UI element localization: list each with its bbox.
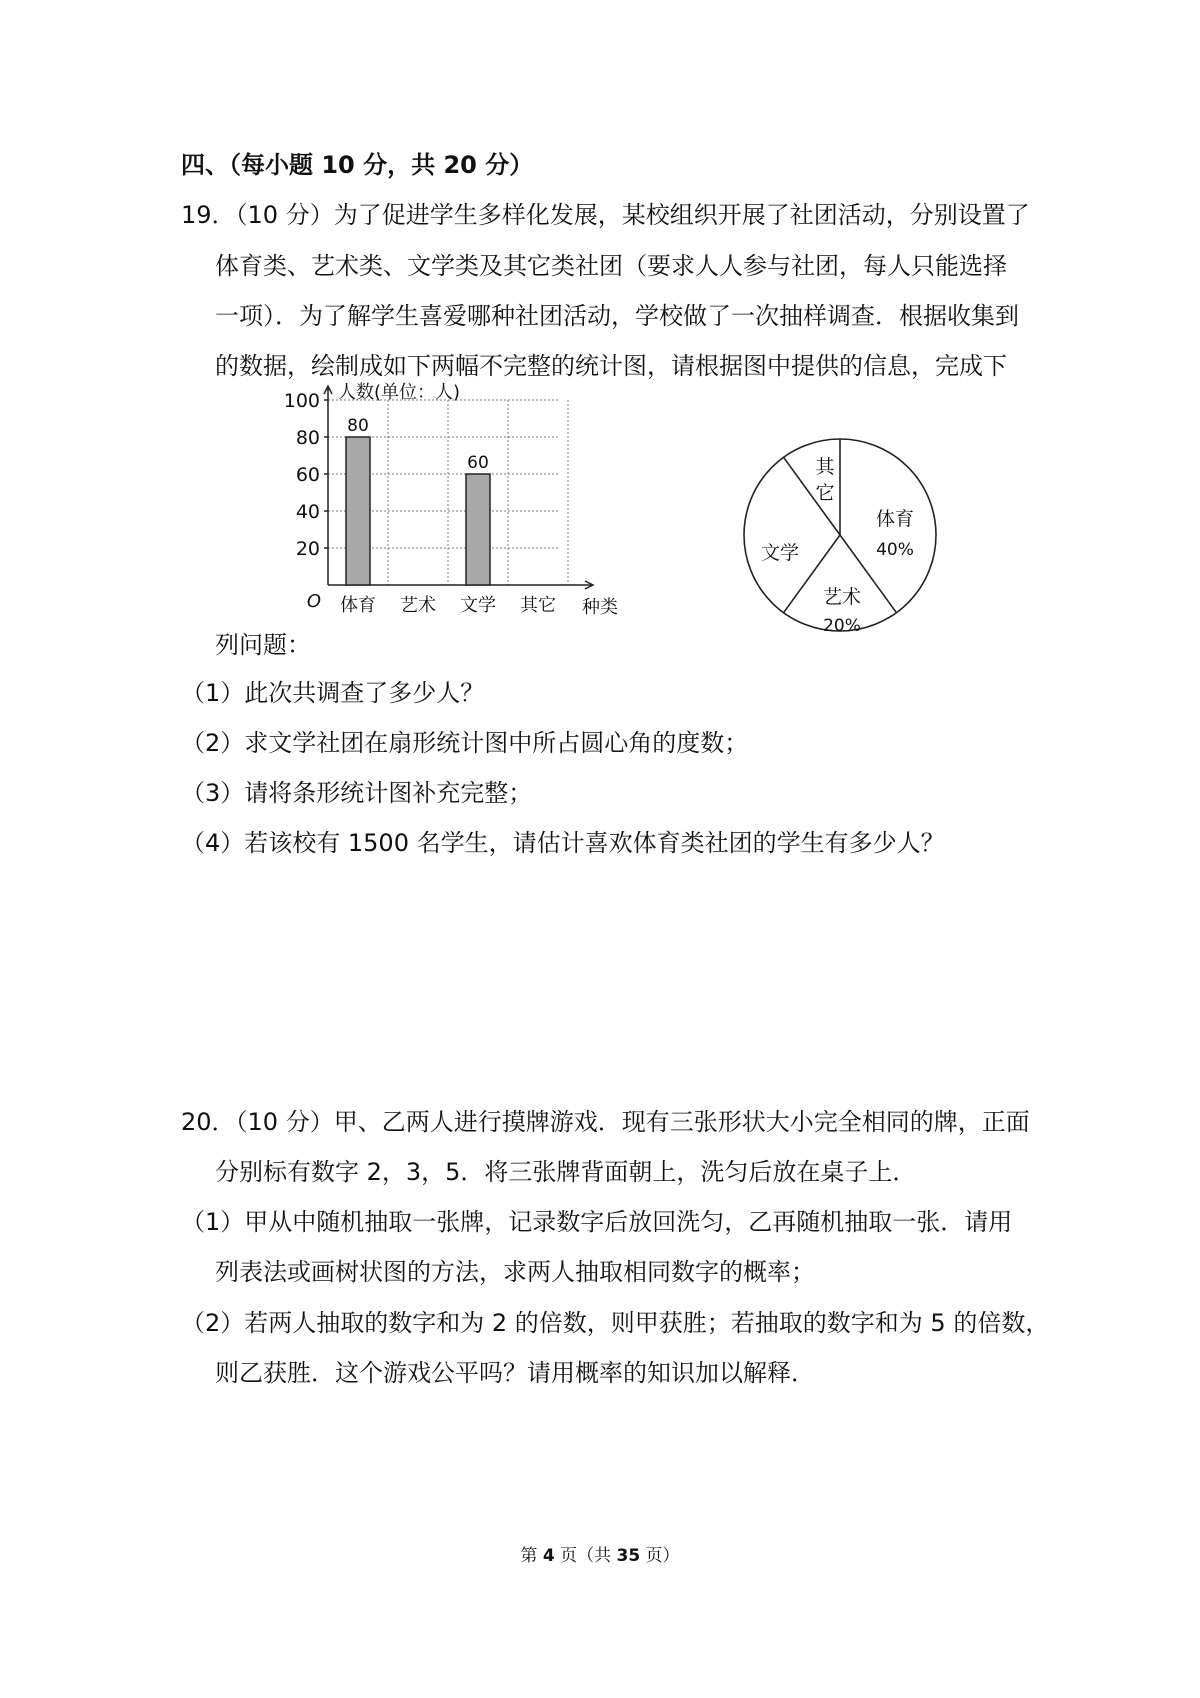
footer-prefix: 第 xyxy=(520,1546,543,1566)
origin-label: O xyxy=(306,591,322,612)
pie-percent-label: 40% xyxy=(876,540,914,560)
pie-chart xyxy=(730,425,950,645)
pie-label: 文学 xyxy=(760,542,800,564)
pie-label: 体育 xyxy=(875,508,915,530)
pie-label: 其 xyxy=(815,456,835,478)
q19-sub: （2）求文学社团在扇形统计图中所占圆心角的度数； xyxy=(181,729,749,757)
q19-line: 列问题： xyxy=(215,631,311,659)
q19-sub: （3）请将条形统计图补充完整； xyxy=(181,779,533,807)
footer-middle: 页（共 xyxy=(554,1546,617,1566)
x-axis-title: 种类 xyxy=(582,597,618,618)
bar xyxy=(466,474,490,585)
page-number: 4 xyxy=(542,1546,555,1566)
pie-percent-label: 20% xyxy=(823,616,861,636)
y-axis-title: 人数(单位：人) xyxy=(338,381,461,403)
bar-chart xyxy=(283,381,690,665)
footer-suffix: 页） xyxy=(640,1546,680,1566)
q19-line: 一项）．为了解学生喜爱哪种社团活动，学校做了一次抽样调查．根据收集到 xyxy=(215,302,1019,330)
q20-sub: 列表法或画树状图的方法，求两人抽取相同数字的概率； xyxy=(215,1258,815,1286)
q20-sub: （1）甲从中随机抽取一张牌，记录数字后放回洗匀，乙再随机抽取一张．请用 xyxy=(181,1208,1013,1236)
pie-label: 它 xyxy=(815,482,835,504)
y-tick-label: 60 xyxy=(295,464,320,486)
page-total: 35 xyxy=(616,1546,641,1566)
x-tick-label: 艺术 xyxy=(400,595,436,616)
y-tick-label: 20 xyxy=(295,538,320,560)
q20-line: 20．（10 分）甲、乙两人进行摸牌游戏．现有三张形状大小完全相同的牌，正面 xyxy=(181,1108,1030,1136)
section-heading: 四、（每小题 10 分，共 20 分） xyxy=(181,151,534,179)
q19-sub: （1）此次共调查了多少人？ xyxy=(181,679,485,707)
q19-line: 19．（10 分）为了促进学生多样化发展，某校组织开展了社团活动，分别设置了 xyxy=(181,201,1030,229)
bar-data-label: 60 xyxy=(467,453,489,473)
bar-data-label: 80 xyxy=(347,416,369,436)
bar xyxy=(346,437,370,585)
q19-line: 的数据，绘制成如下两幅不完整的统计图，请根据图中提供的信息，完成下 xyxy=(215,352,1007,380)
x-tick-label: 体育 xyxy=(340,595,376,616)
y-tick-label: 100 xyxy=(283,390,320,412)
pie-label: 艺术 xyxy=(822,586,862,608)
q20-sub: （2）若两人抽取的数字和为 2 的倍数，则甲获胜；若抽取的数字和为 5 的倍数， xyxy=(181,1309,1050,1337)
q19-sub: （4）若该校有 1500 名学生，请估计喜欢体育类社团的学生有多少人？ xyxy=(181,829,945,857)
y-tick-label: 40 xyxy=(295,501,320,523)
x-tick-label: 文学 xyxy=(460,595,496,616)
q19-line: 体育类、艺术类、文学类及其它类社团（要求人人参与社团，每人只能选择 xyxy=(215,252,1007,280)
q20-line: 分别标有数字 2，3，5．将三张牌背面朝上，洗匀后放在桌子上． xyxy=(215,1158,917,1186)
x-tick-label: 其它 xyxy=(520,595,556,616)
q20-sub: 则乙获胜．这个游戏公平吗？请用概率的知识加以解释． xyxy=(215,1359,815,1387)
page-footer xyxy=(0,1545,1200,1567)
y-tick-label: 80 xyxy=(295,427,320,449)
